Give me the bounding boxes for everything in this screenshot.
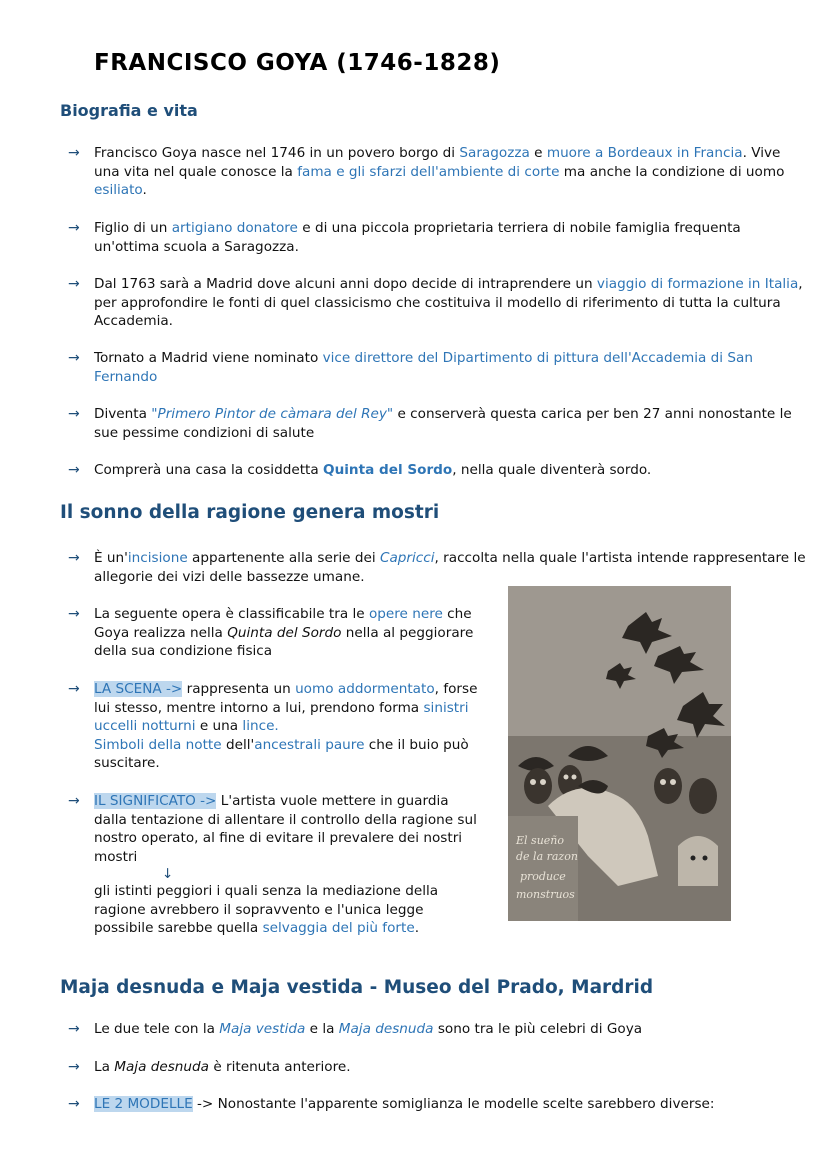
arrow-right-icon: → <box>68 1059 80 1075</box>
arrow-right-icon: → <box>68 276 80 292</box>
list-item: → Dal 1763 sarà a Madrid dove alcuni anni dopo decide di intraprendere un viaggio di formazione in Italia, per approfondire le fonti di quel classicismo che costituiva il modello di riferimento di tutta la cultura Accademia. <box>68 276 803 329</box>
image-caption-line: produce <box>520 870 566 883</box>
etching-drawing <box>508 586 731 921</box>
list-item: → Diventa "Primero Pintor de càmara del Rey" e conserverà questa carica per ben 27 anni nonostante le sue pessime condizioni di salute <box>68 406 792 441</box>
image-caption-line: El sueño <box>516 834 564 847</box>
list-item: → Comprerà una casa la cosiddetta Quinta del Sordo, nella quale diventerà sordo. <box>68 462 652 478</box>
list-item: → LA SCENA -> rappresenta un uomo addormentato, forse lui stesso, mentre intorno a lui, prendono forma sinistri uccelli notturni e una lince. Simboli della notte dell'ancestrali paure che il buio può suscitare. <box>68 681 478 771</box>
section-heading-maja: Maja desnuda e Maja vestida - Museo del Prado, Mardrid <box>60 977 654 998</box>
list-item: → Figlio di un artigiano donatore e di una piccola proprietaria terriera di nobile famiglia frequenta un'ottima scuola a Saragozza. <box>68 220 741 255</box>
highlight-label-modelle: LE 2 MODELLE <box>94 1096 193 1112</box>
arrow-right-icon: → <box>68 220 80 236</box>
list-item: → La Maja desnuda è ritenuta anteriore. <box>68 1059 351 1075</box>
arrow-right-icon: → <box>68 462 80 478</box>
arrow-right-icon: → <box>68 350 80 366</box>
image-caption-line: de la razon <box>516 850 578 863</box>
list-item: → IL SIGNIFICATO -> L'artista vuole mettere in guardia dalla tentazione di allentare il controllo della ragione sul nostro operato, al fine di evitare il prevalere dei nostri mostri ↓ gli istinti peggiori i quali senza la mediazione della ragione avrebbero il sopravvento e l'unica legge possibile sarebbe quella selvaggia del più forte. <box>68 793 477 936</box>
section-heading-sonno: Il sonno della ragione genera mostri <box>60 502 440 523</box>
highlight-label-scena: LA SCENA -> <box>94 681 183 697</box>
list-item: → LE 2 MODELLE -> Nonostante l'apparente somiglianza le modelle scelte sarebbero diverse: <box>68 1096 715 1112</box>
arrow-right-icon: → <box>68 145 80 161</box>
highlight-label-significato: IL SIGNIFICATO -> <box>94 793 217 809</box>
section-heading-biografia: Biografia e vita <box>60 101 198 120</box>
list-item: → Le due tele con la Maja vestida e la Maja desnuda sono tra le più celebri di Goya <box>68 1021 643 1037</box>
list-item: → È un'incisione appartenente alla serie dei Capricci, raccolta nella quale l'artista intende rappresentare le allegorie dei vizi delle bassezze umane. <box>68 550 806 585</box>
arrow-right-icon: → <box>68 1021 80 1037</box>
arrow-right-icon: → <box>68 1096 80 1112</box>
arrow-right-icon: → <box>68 606 80 622</box>
arrow-right-icon: → <box>68 793 80 809</box>
list-item: → Francisco Goya nasce nel 1746 in un povero borgo di Saragozza e muore a Bordeaux in Francia. Vive una vita nel quale conosce la fama e gli sfarzi dell'ambiente di corte ma anche la condizione di uomo esiliato. <box>68 145 785 198</box>
arrow-down-icon: ↓ <box>162 866 174 882</box>
arrow-right-icon: → <box>68 550 80 566</box>
image-caption-line: monstruos <box>516 888 575 901</box>
arrow-right-icon: → <box>68 681 80 697</box>
goya-etching-image <box>508 586 731 921</box>
page-title: FRANCISCO GOYA (1746-1828) <box>94 50 501 76</box>
list-item: → La seguente opera è classificabile tra le opere nere che Goya realizza nella Quinta del Sordo nella al peggiorare della sua condizione fisica <box>68 606 474 659</box>
list-item: → Tornato a Madrid viene nominato vice direttore del Dipartimento di pittura dell'Accademia di San Fernando <box>68 350 753 385</box>
arrow-right-icon: → <box>68 406 80 422</box>
